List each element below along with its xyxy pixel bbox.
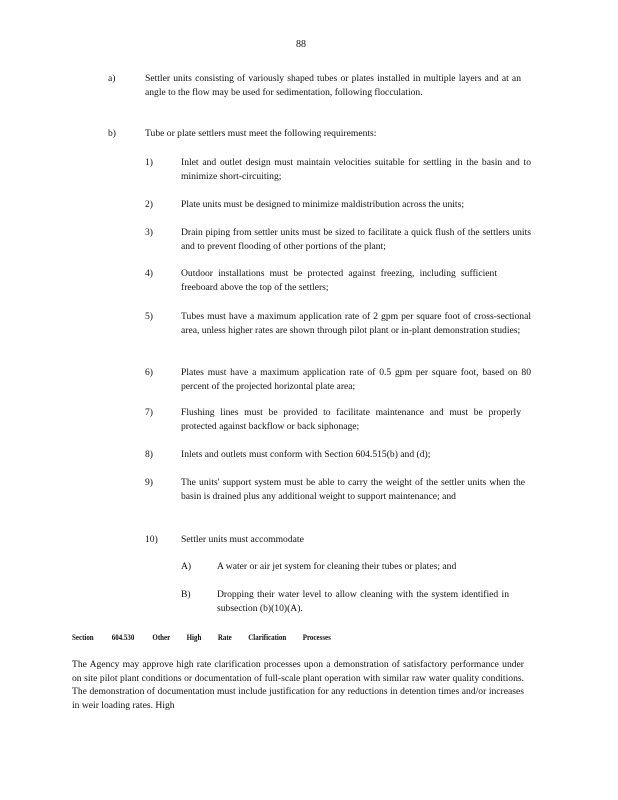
- sub-requirement-label: A): [181, 561, 192, 572]
- page-number: 88: [296, 39, 306, 50]
- requirement-label: 4): [145, 268, 153, 279]
- requirement-text: Drain piping from settler units must be sized to facilitate a quick flush of the settlers units and to prevent flooding of other portions of the plant;: [181, 227, 531, 252]
- list-item-text: Settler units consisting of variously shaped tubes or plates installed in multiple layers and at an angle to the flow may be used for sedimentation, following flocculation.: [145, 73, 521, 98]
- section-number: 604.530: [111, 632, 135, 642]
- requirement-label: 10): [145, 534, 158, 545]
- requirement-text: Tubes must have a maximum application rate of 2 gpm per square foot of cross-sectional area, unless higher rates are shown through pilot plant or in-plant demonstration studies;: [181, 311, 531, 336]
- sub-requirement-text: A water or air jet system for cleaning their tubes or plates; and: [217, 561, 457, 572]
- section-heading: [72, 631, 457, 645]
- requirement-text: Flushing lines must be provided to facilitate maintenance and must be properly protected against backflow or back siphonage;: [181, 407, 521, 432]
- list-item-label: b): [108, 128, 116, 139]
- sub-requirement-text: Dropping their water level to allow cleaning with the system identified in subsection (b)(10)(A).: [217, 589, 509, 614]
- requirement-label: 8): [145, 449, 153, 460]
- requirement-text: Outdoor installations must be protected against freezing, including sufficient freeboard above the top of the settlers;: [181, 268, 497, 293]
- section-title: Other High Rate Clarification Processes: [152, 632, 331, 642]
- sub-requirement-label: B): [181, 589, 191, 600]
- requirement-text: The units' support system must be able to carry the weight of the settler units when the basin is drained plus any additional weight to support maintenance; and: [181, 477, 525, 502]
- requirement-text: Plates must have a maximum application rate of 0.5 gpm per square foot, based on 80 percent of the projected horizontal plate area;: [181, 367, 531, 392]
- list-item-text: Tube or plate settlers must meet the following requirements:: [145, 128, 377, 139]
- requirement-label: 2): [145, 199, 153, 210]
- requirement-text: Inlets and outlets must conform with Section 604.515(b) and (d);: [181, 449, 431, 460]
- requirement-label: 5): [145, 311, 153, 322]
- requirement-label: 9): [145, 477, 153, 488]
- requirement-text: Settler units must accommodate: [181, 534, 304, 545]
- requirement-label: 3): [145, 227, 153, 238]
- requirement-label: 1): [145, 157, 153, 168]
- requirement-text: Inlet and outlet design must maintain velocities suitable for settling in the basin and to minimize short-circuiting;: [181, 157, 531, 182]
- requirement-label: 6): [145, 367, 153, 378]
- list-item-label: a): [108, 73, 116, 84]
- requirement-label: 7): [145, 407, 153, 418]
- requirement-text: Plate units must be designed to minimize maldistribution across the units;: [181, 199, 464, 210]
- body-paragraph: The Agency may approve high rate clarification processes upon a demonstration of satisfactory performance under on site pilot plant conditions or documentation of full-scale plant operation with similar raw water quality conditions. The demonstration of documentation must include justification for any reductions in detention times and/or increases in weir loading rates. High: [72, 659, 524, 711]
- section-label: Section: [72, 632, 94, 642]
